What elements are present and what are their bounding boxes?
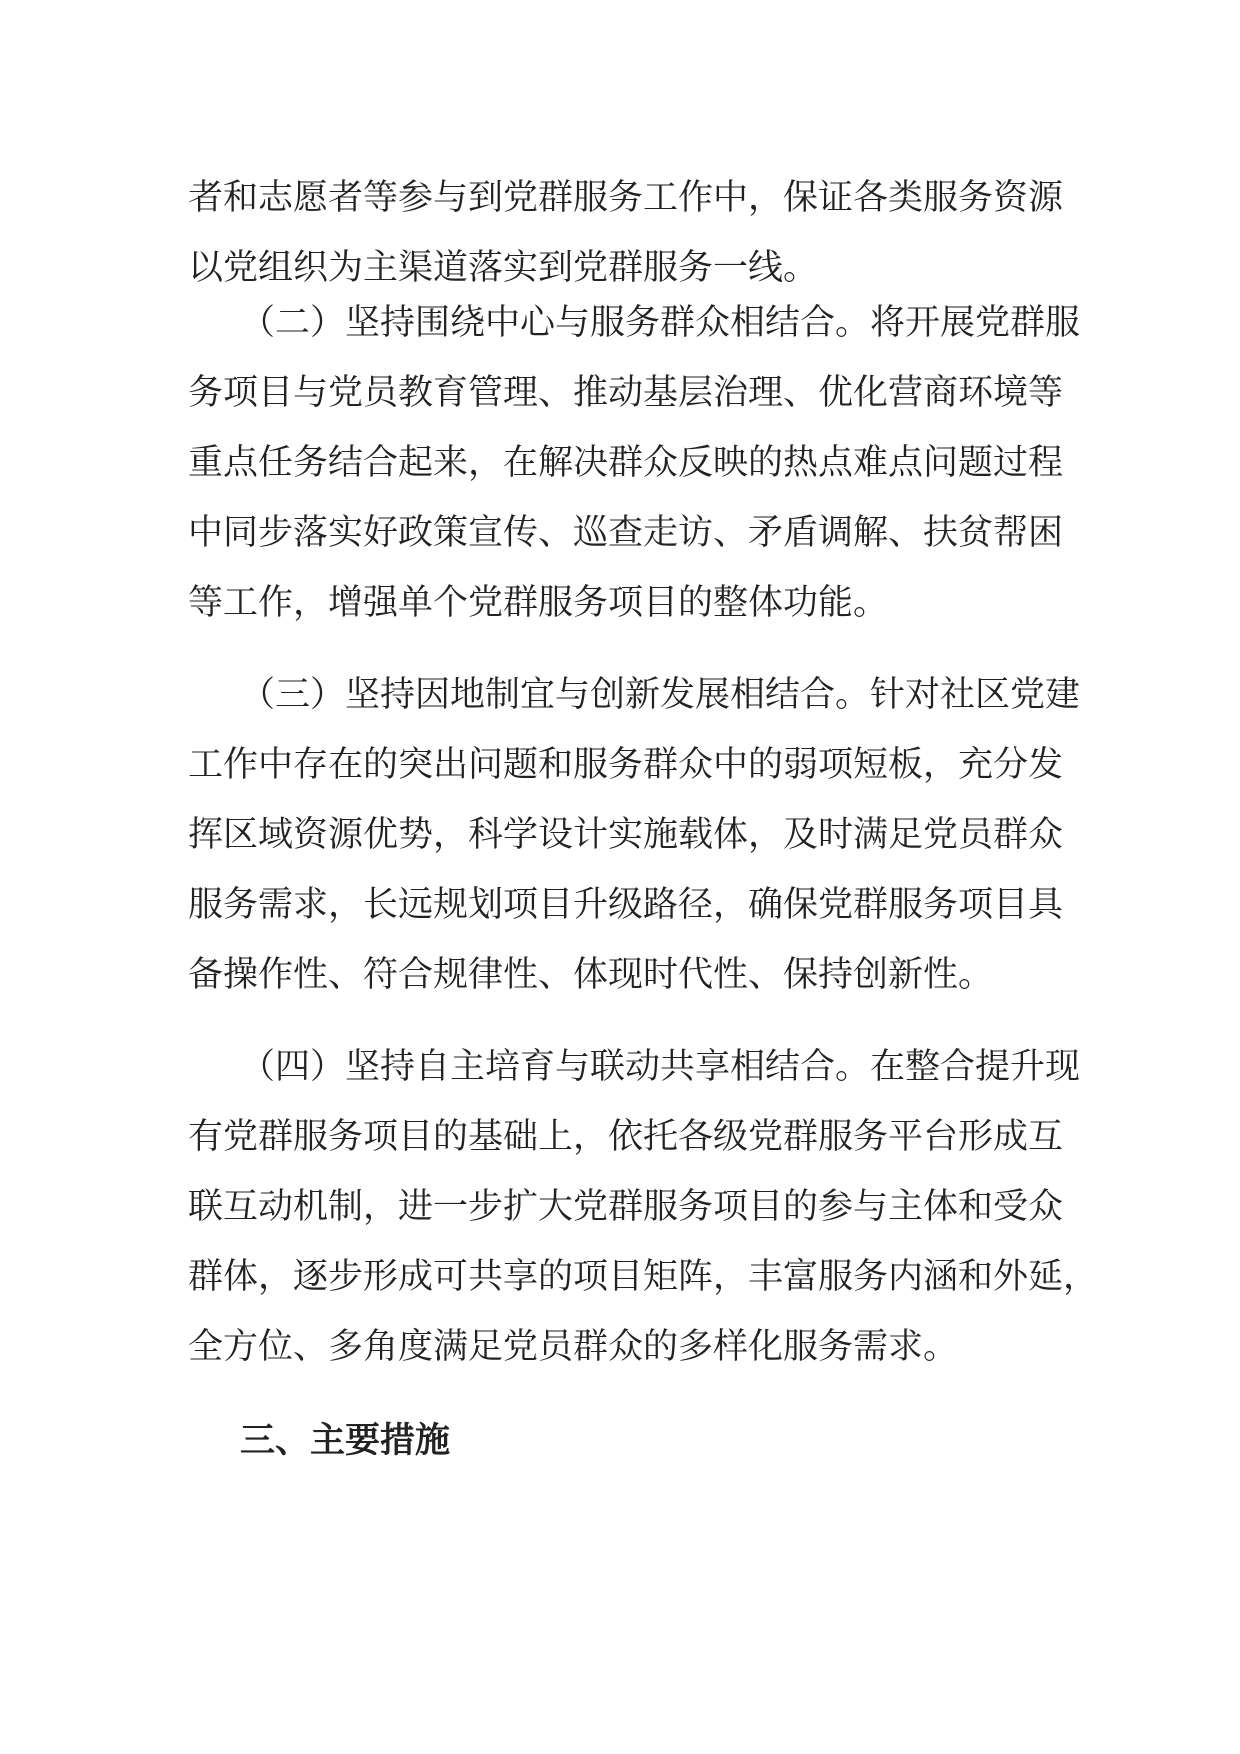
paragraph-principle-3: [188, 660, 1081, 1010]
text-line: 工作中存在的突出问题和服务群众中的弱项短板，充分发: [188, 745, 1064, 785]
text-line: 联互动机制，进一步扩大党群服务项目的参与主体和受众: [188, 1187, 1064, 1227]
text-line: 务项目与党员教育管理、推动基层治理、优化营商环境等: [188, 373, 1064, 413]
section-heading: 三、主要措施: [240, 1421, 451, 1461]
text-line: 等工作，增强单个党群服务项目的整体功能。: [188, 583, 889, 623]
text-line: 者和志愿者等参与到党群服务工作中，保证各类服务资源: [188, 178, 1064, 218]
paragraph-continuation: [188, 163, 1064, 303]
text-line: 全方位、多角度满足党员群众的多样化服务需求。: [188, 1327, 959, 1367]
text-line: 挥区域资源优势，科学设计实施载体，及时满足党员群众: [188, 815, 1064, 855]
text-line: 中同步落实好政策宣传、巡查走访、矛盾调解、扶贫帮困: [188, 513, 1064, 553]
text-line: 重点任务结合起来，在解决群众反映的热点难点问题过程: [188, 443, 1064, 483]
text-line: 群体，逐步形成可共享的项目矩阵，丰富服务内涵和外延，: [188, 1257, 1099, 1297]
text-line: （二）坚持围绕中心与服务群众相结合。将开展党群服: [240, 303, 1081, 343]
paragraph-principle-4: [188, 1032, 1099, 1382]
text-line: 有党群服务项目的基础上，依托各级党群服务平台形成互: [188, 1117, 1064, 1157]
text-line: （四）坚持自主培育与联动共享相结合。在整合提升现: [240, 1047, 1081, 1087]
text-line: （三）坚持因地制宜与创新发展相结合。针对社区党建: [240, 675, 1081, 715]
text-line: 以党组织为主渠道落实到党群服务一线。: [188, 248, 819, 288]
text-line: 服务需求，长远规划项目升级路径，确保党群服务项目具: [188, 885, 1064, 925]
paragraph-principle-2: [188, 288, 1081, 638]
text-line: 备操作性、符合规律性、体现时代性、保持创新性。: [188, 955, 994, 995]
